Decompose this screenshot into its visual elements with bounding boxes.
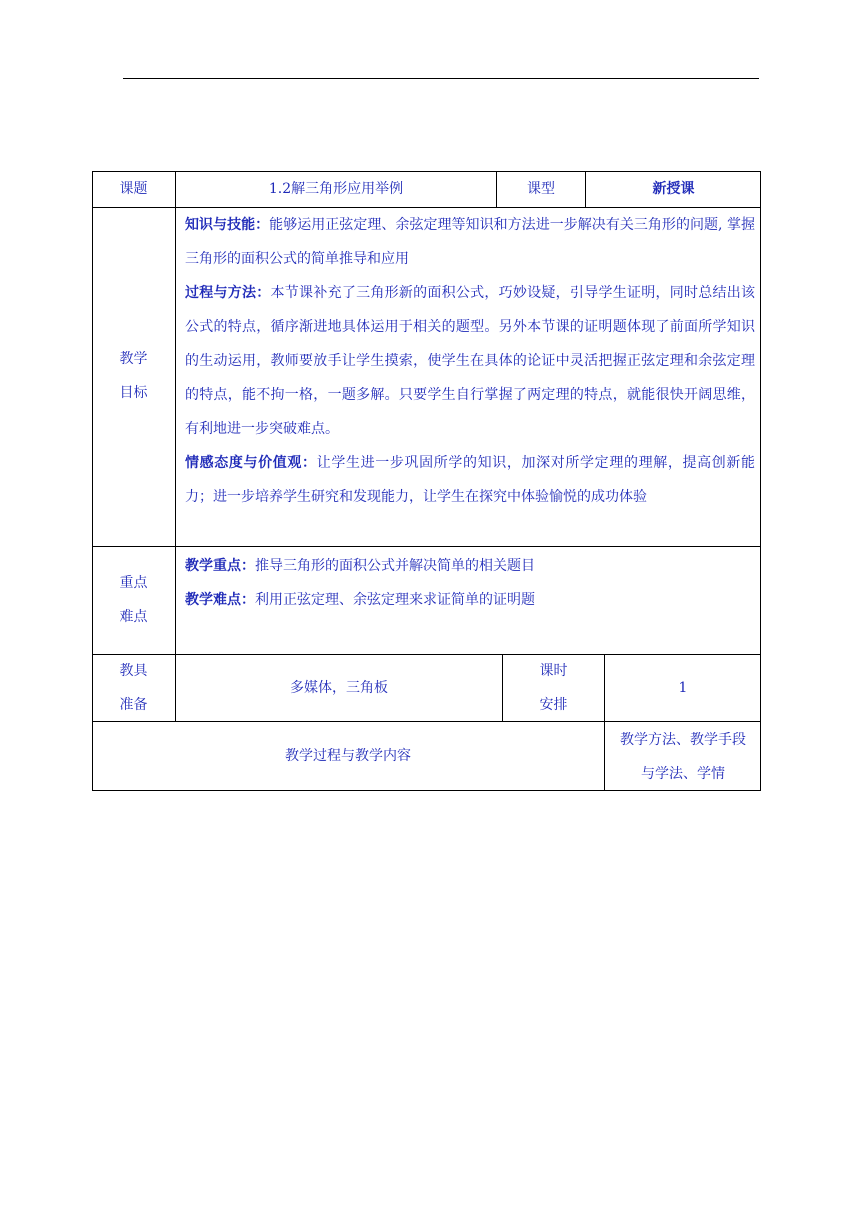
focus-text: 推导三角形的面积公式并解决简单的相关题目 <box>255 558 535 574</box>
key-points-label <box>92 566 175 634</box>
materials-label <box>92 654 175 722</box>
emotion-heading: 情感态度与价值观： <box>185 455 317 471</box>
process-text: 本节课补充了三角形新的面积公式，巧妙设疑，引导学生证明，同时总结出该公式的特点，循序渐进地具体运用于相关的题型。另外本节课的证明题体现了前面所学知识的生动运用，教师要放手让学生摸索，使学生在具体的论证中灵活把握正弦定理和余弦定理的特点，能不拘一格，一题多解。只要学生自行掌握了两定理的特点，就能很快开阔思维，有利地进一步突破难点。 <box>185 285 756 437</box>
difficulty-text: 利用正弦定理、余弦定理来求证简单的证明题 <box>255 592 535 608</box>
knowledge-heading: 知识与技能： <box>185 217 270 233</box>
class-hours-value: 1 <box>678 680 688 696</box>
focus-heading: 教学重点： <box>185 558 255 574</box>
col-divider <box>175 171 176 721</box>
objectives-label-line1: 教学 <box>119 351 148 367</box>
class-hours-label-line2: 安排 <box>539 697 568 713</box>
process-content-label: 教学过程与教学内容 <box>285 748 411 764</box>
row-divider <box>92 654 761 655</box>
process-heading: 过程与方法： <box>185 285 271 301</box>
key-points-label-line2: 难点 <box>119 609 148 625</box>
class-hours-label <box>503 654 604 722</box>
method-label-line2: 与学法、学情 <box>641 766 725 782</box>
type-value: 新授课 <box>652 181 695 197</box>
type-label: 课型 <box>527 181 555 197</box>
title-value: 1.2解三角形应用举例 <box>268 181 404 197</box>
method-label <box>605 723 761 791</box>
knowledge-objective <box>185 208 755 276</box>
process-objective <box>185 276 755 446</box>
method-label-line1: 教学方法、教学手段 <box>620 732 746 748</box>
objectives-label <box>92 342 175 410</box>
title-label: 课题 <box>119 181 148 197</box>
materials-value: 多媒体，三角板 <box>290 680 388 696</box>
materials-label-line2: 准备 <box>119 697 148 713</box>
objectives-label-line2: 目标 <box>119 385 148 401</box>
emotion-objective <box>185 446 755 514</box>
difficulty-heading: 教学难点： <box>185 592 255 608</box>
emotion-text: 让学生进一步巩固所学的知识，加深对所学定理的理解，提高创新能力；进一步培养学生研究和发现能力，让学生在探究中体验愉悦的成功体验 <box>185 455 756 505</box>
teaching-difficulty <box>185 583 755 617</box>
materials-label-line1: 教具 <box>119 663 148 679</box>
class-hours-label-line1: 课时 <box>539 663 568 679</box>
row-divider <box>92 721 761 722</box>
knowledge-text: 能够运用正弦定理、余弦定理等知识和方法进一步解决有关三角形的问题, 掌握三角形的面积公式的简单推导和应用 <box>185 217 755 267</box>
teaching-focus <box>185 549 755 583</box>
page-header-rule <box>123 78 759 79</box>
key-points-label-line1: 重点 <box>119 575 148 591</box>
row-divider <box>92 546 761 547</box>
